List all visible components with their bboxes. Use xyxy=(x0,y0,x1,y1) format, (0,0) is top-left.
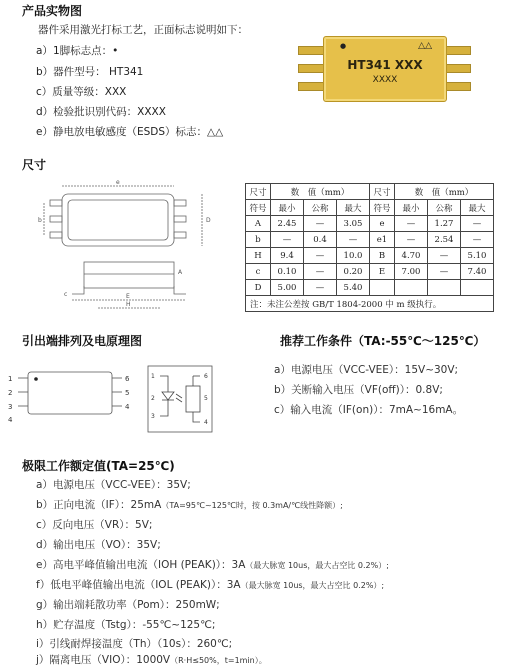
table-header: 公称 xyxy=(304,200,337,216)
table-row xyxy=(246,264,494,280)
item-prefix: h） xyxy=(36,619,54,631)
pin1-marker-icon xyxy=(34,377,38,381)
limit-item-i xyxy=(36,636,232,651)
dim-label-E: E xyxy=(126,293,130,300)
limit-item-h xyxy=(36,617,215,632)
table-cell: 9.4 xyxy=(271,248,304,264)
pin-label: 2 xyxy=(8,389,13,397)
schem-pin-label: 6 xyxy=(204,373,208,380)
item-text: 关断输入电压（VF(off)）：0.8V; xyxy=(291,384,443,396)
item-text: 1脚标志点：• xyxy=(52,45,119,57)
table-cell: e xyxy=(370,216,395,232)
item-text: 检验批识别代码：XXXX xyxy=(53,106,166,118)
table-cell: — xyxy=(461,216,494,232)
table-cell: b xyxy=(246,232,271,248)
item-note: （最大脉宽 10us，最大占空比 0.2%）; xyxy=(245,561,389,570)
table-cell: — xyxy=(428,264,461,280)
table-cell: — xyxy=(428,248,461,264)
dim-label-e: e xyxy=(116,179,120,186)
item-text: 反向电压（VR）：5V; xyxy=(52,519,153,531)
table-row xyxy=(246,248,494,264)
dim-label-H: H xyxy=(126,301,131,308)
dim-label-D: D xyxy=(206,217,211,224)
item-prefix: a） xyxy=(274,364,291,376)
chip-marking-model: HT341 XXX xyxy=(347,58,423,72)
table-header-row xyxy=(246,184,494,200)
schem-pin-label: 2 xyxy=(151,395,155,402)
table-cell: 1.27 xyxy=(428,216,461,232)
table-cell: E xyxy=(370,264,395,280)
item-text: 贮存温度（Tstg）：-55℃~125℃; xyxy=(53,619,216,631)
pin-label: 1 xyxy=(8,375,13,383)
item-prefix: b） xyxy=(36,66,54,78)
item-text: 器件型号： HT341 xyxy=(53,66,144,78)
item-text: 静电放电敏感度（ESDS）标志：△△ xyxy=(52,126,224,138)
item-prefix: i） xyxy=(36,638,50,650)
item-text: 输入电流（IF(on)）：7mA~16mA。 xyxy=(290,404,464,416)
chip-lead xyxy=(443,46,471,55)
item-text: 隔离电压（VIO）：1000V xyxy=(49,654,171,666)
limit-item-g xyxy=(36,597,220,612)
chip-lead xyxy=(298,82,326,91)
table-cell: — xyxy=(304,264,337,280)
table-header: 数 值（mm） xyxy=(395,184,494,200)
pin-label: 3 xyxy=(8,403,13,411)
item-prefix: f） xyxy=(36,579,51,591)
table-cell: 0.4 xyxy=(304,232,337,248)
item-note: （最大脉宽 10us，最大占空比 0.2%）; xyxy=(240,581,385,590)
limit-item-d xyxy=(36,537,161,552)
recommend-item-a xyxy=(274,362,458,377)
marking-item-b xyxy=(36,64,143,79)
table-cell: c xyxy=(246,264,271,280)
section-title-limits: 极限工作额定值(TA=25℃) xyxy=(22,459,175,473)
table-cell: 4.70 xyxy=(395,248,428,264)
item-prefix: a） xyxy=(36,45,53,57)
table-cell: 2.54 xyxy=(428,232,461,248)
table-header: 尺寸 xyxy=(370,184,395,200)
table-cell xyxy=(461,280,494,296)
table-header-row xyxy=(246,200,494,216)
limit-item-e xyxy=(36,557,389,572)
chip-lead xyxy=(298,46,326,55)
dim-label-b: b xyxy=(38,217,42,224)
schem-pin-label: 4 xyxy=(204,419,208,426)
recommend-item-c xyxy=(274,402,463,417)
item-text: 正向电流（IF）：25mA xyxy=(53,499,162,511)
table-row xyxy=(246,216,494,232)
table-header: 符号 xyxy=(246,200,271,216)
item-prefix: d） xyxy=(36,539,54,551)
table-cell: 7.00 xyxy=(395,264,428,280)
item-prefix: c） xyxy=(36,86,53,98)
table-cell: H xyxy=(246,248,271,264)
table-header: 公称 xyxy=(428,200,461,216)
table-row xyxy=(246,232,494,248)
table-cell: D xyxy=(246,280,271,296)
table-cell xyxy=(370,280,395,296)
item-prefix: e） xyxy=(36,559,53,571)
table-note-row xyxy=(246,296,494,312)
schematic-diagram xyxy=(146,364,214,434)
table-cell: — xyxy=(271,232,304,248)
table-header: 最大 xyxy=(337,200,370,216)
item-prefix: d） xyxy=(36,106,54,118)
schem-pin-label: 3 xyxy=(151,413,155,420)
dimension-table xyxy=(245,183,494,312)
limit-item-a xyxy=(36,477,191,492)
limit-item-b xyxy=(36,497,343,512)
table-cell: B xyxy=(370,248,395,264)
table-header: 符号 xyxy=(370,200,395,216)
marking-item-e xyxy=(36,124,223,139)
table-note: 注：未注公差按 GB/T 1804-2000 中 m 级执行。 xyxy=(246,296,494,312)
item-note: （TA=95℃~125℃时，按 0.3mA/℃线性降额）; xyxy=(161,501,343,510)
item-text: 低电平峰值输出电流（IOL (PEAK)）：3A xyxy=(50,579,241,591)
pin-outline-drawing xyxy=(6,364,132,424)
table-cell: — xyxy=(461,232,494,248)
table-cell: — xyxy=(337,232,370,248)
table-cell: — xyxy=(395,216,428,232)
chip-lead xyxy=(443,82,471,91)
table-header: 最大 xyxy=(461,200,494,216)
marking-item-d xyxy=(36,104,166,119)
schem-pin-label: 5 xyxy=(204,395,208,402)
table-row xyxy=(246,280,494,296)
marking-item-c xyxy=(36,84,126,99)
marking-item-a xyxy=(36,43,118,58)
item-prefix: g） xyxy=(36,599,54,611)
item-prefix: j） xyxy=(36,654,50,666)
item-prefix: e） xyxy=(36,126,53,138)
item-prefix: c） xyxy=(36,519,53,531)
table-cell xyxy=(395,280,428,296)
schem-pin-label: 1 xyxy=(151,373,155,380)
pin-label: 4 xyxy=(125,403,130,411)
pin1-dot: ● xyxy=(340,42,347,50)
table-cell: A xyxy=(246,216,271,232)
chip-body xyxy=(323,36,447,102)
item-prefix: b） xyxy=(274,384,292,396)
dim-label-c: c xyxy=(64,291,68,298)
esd-symbol: △△ xyxy=(418,41,432,51)
table-header: 最小 xyxy=(271,200,304,216)
limit-item-c xyxy=(36,517,152,532)
chip-marking-lot: XXXX xyxy=(372,75,398,85)
recommend-item-b xyxy=(274,382,443,397)
chip-lead xyxy=(298,64,326,73)
section-title-size: 尺寸 xyxy=(22,158,47,172)
table-header: 数 值（mm） xyxy=(271,184,370,200)
dimension-drawing xyxy=(24,178,224,313)
table-cell: e1 xyxy=(370,232,395,248)
item-text: 电源电压（VCC-VEE）：35V; xyxy=(52,479,191,491)
photo-intro: 器件采用激光打标工艺，正面标志说明如下： xyxy=(38,24,248,36)
limit-item-f xyxy=(36,577,384,592)
table-cell: 7.40 xyxy=(461,264,494,280)
item-text: 引线耐焊接温度（Th）（10s）：260℃; xyxy=(49,638,233,650)
chip-lead xyxy=(443,64,471,73)
table-header: 尺寸 xyxy=(246,184,271,200)
item-text: 质量等级：XXX xyxy=(52,86,127,98)
table-header: 最小 xyxy=(395,200,428,216)
limit-item-j xyxy=(36,652,267,667)
table-cell xyxy=(428,280,461,296)
table-cell: 2.45 xyxy=(271,216,304,232)
dim-label-A: A xyxy=(178,269,183,276)
table-cell: — xyxy=(304,216,337,232)
pin-label: 4 xyxy=(8,416,13,424)
table-cell: 0.20 xyxy=(337,264,370,280)
table-cell: 0.10 xyxy=(271,264,304,280)
section-title-recommend: 推荐工作条件（TA:-55℃～125℃） xyxy=(280,334,486,348)
item-text: 输出电压（VO）：35V; xyxy=(53,539,161,551)
section-title-photo: 产品实物图 xyxy=(22,4,83,18)
item-text: 高电平峰值输出电流（IOH (PEAK)）：3A xyxy=(52,559,246,571)
pin-label: 6 xyxy=(125,375,130,383)
item-prefix: c） xyxy=(274,404,291,416)
item-text: 输出端耗散功率（Pom）：250mW; xyxy=(53,599,220,611)
table-cell: 5.10 xyxy=(461,248,494,264)
table-cell: 5.40 xyxy=(337,280,370,296)
table-cell: 5.00 xyxy=(271,280,304,296)
table-cell: 3.05 xyxy=(337,216,370,232)
table-cell: 10.0 xyxy=(337,248,370,264)
item-note: （R·H≤50%，t=1min）。 xyxy=(170,656,267,665)
pin-label: 5 xyxy=(125,389,130,397)
item-prefix: a） xyxy=(36,479,53,491)
table-cell: — xyxy=(304,248,337,264)
section-title-pins: 引出端排列及电原理图 xyxy=(22,334,143,348)
table-cell: — xyxy=(395,232,428,248)
item-text: 电源电压（VCC-VEE）：15V~30V; xyxy=(290,364,459,376)
item-prefix: b） xyxy=(36,499,54,511)
table-cell: — xyxy=(304,280,337,296)
